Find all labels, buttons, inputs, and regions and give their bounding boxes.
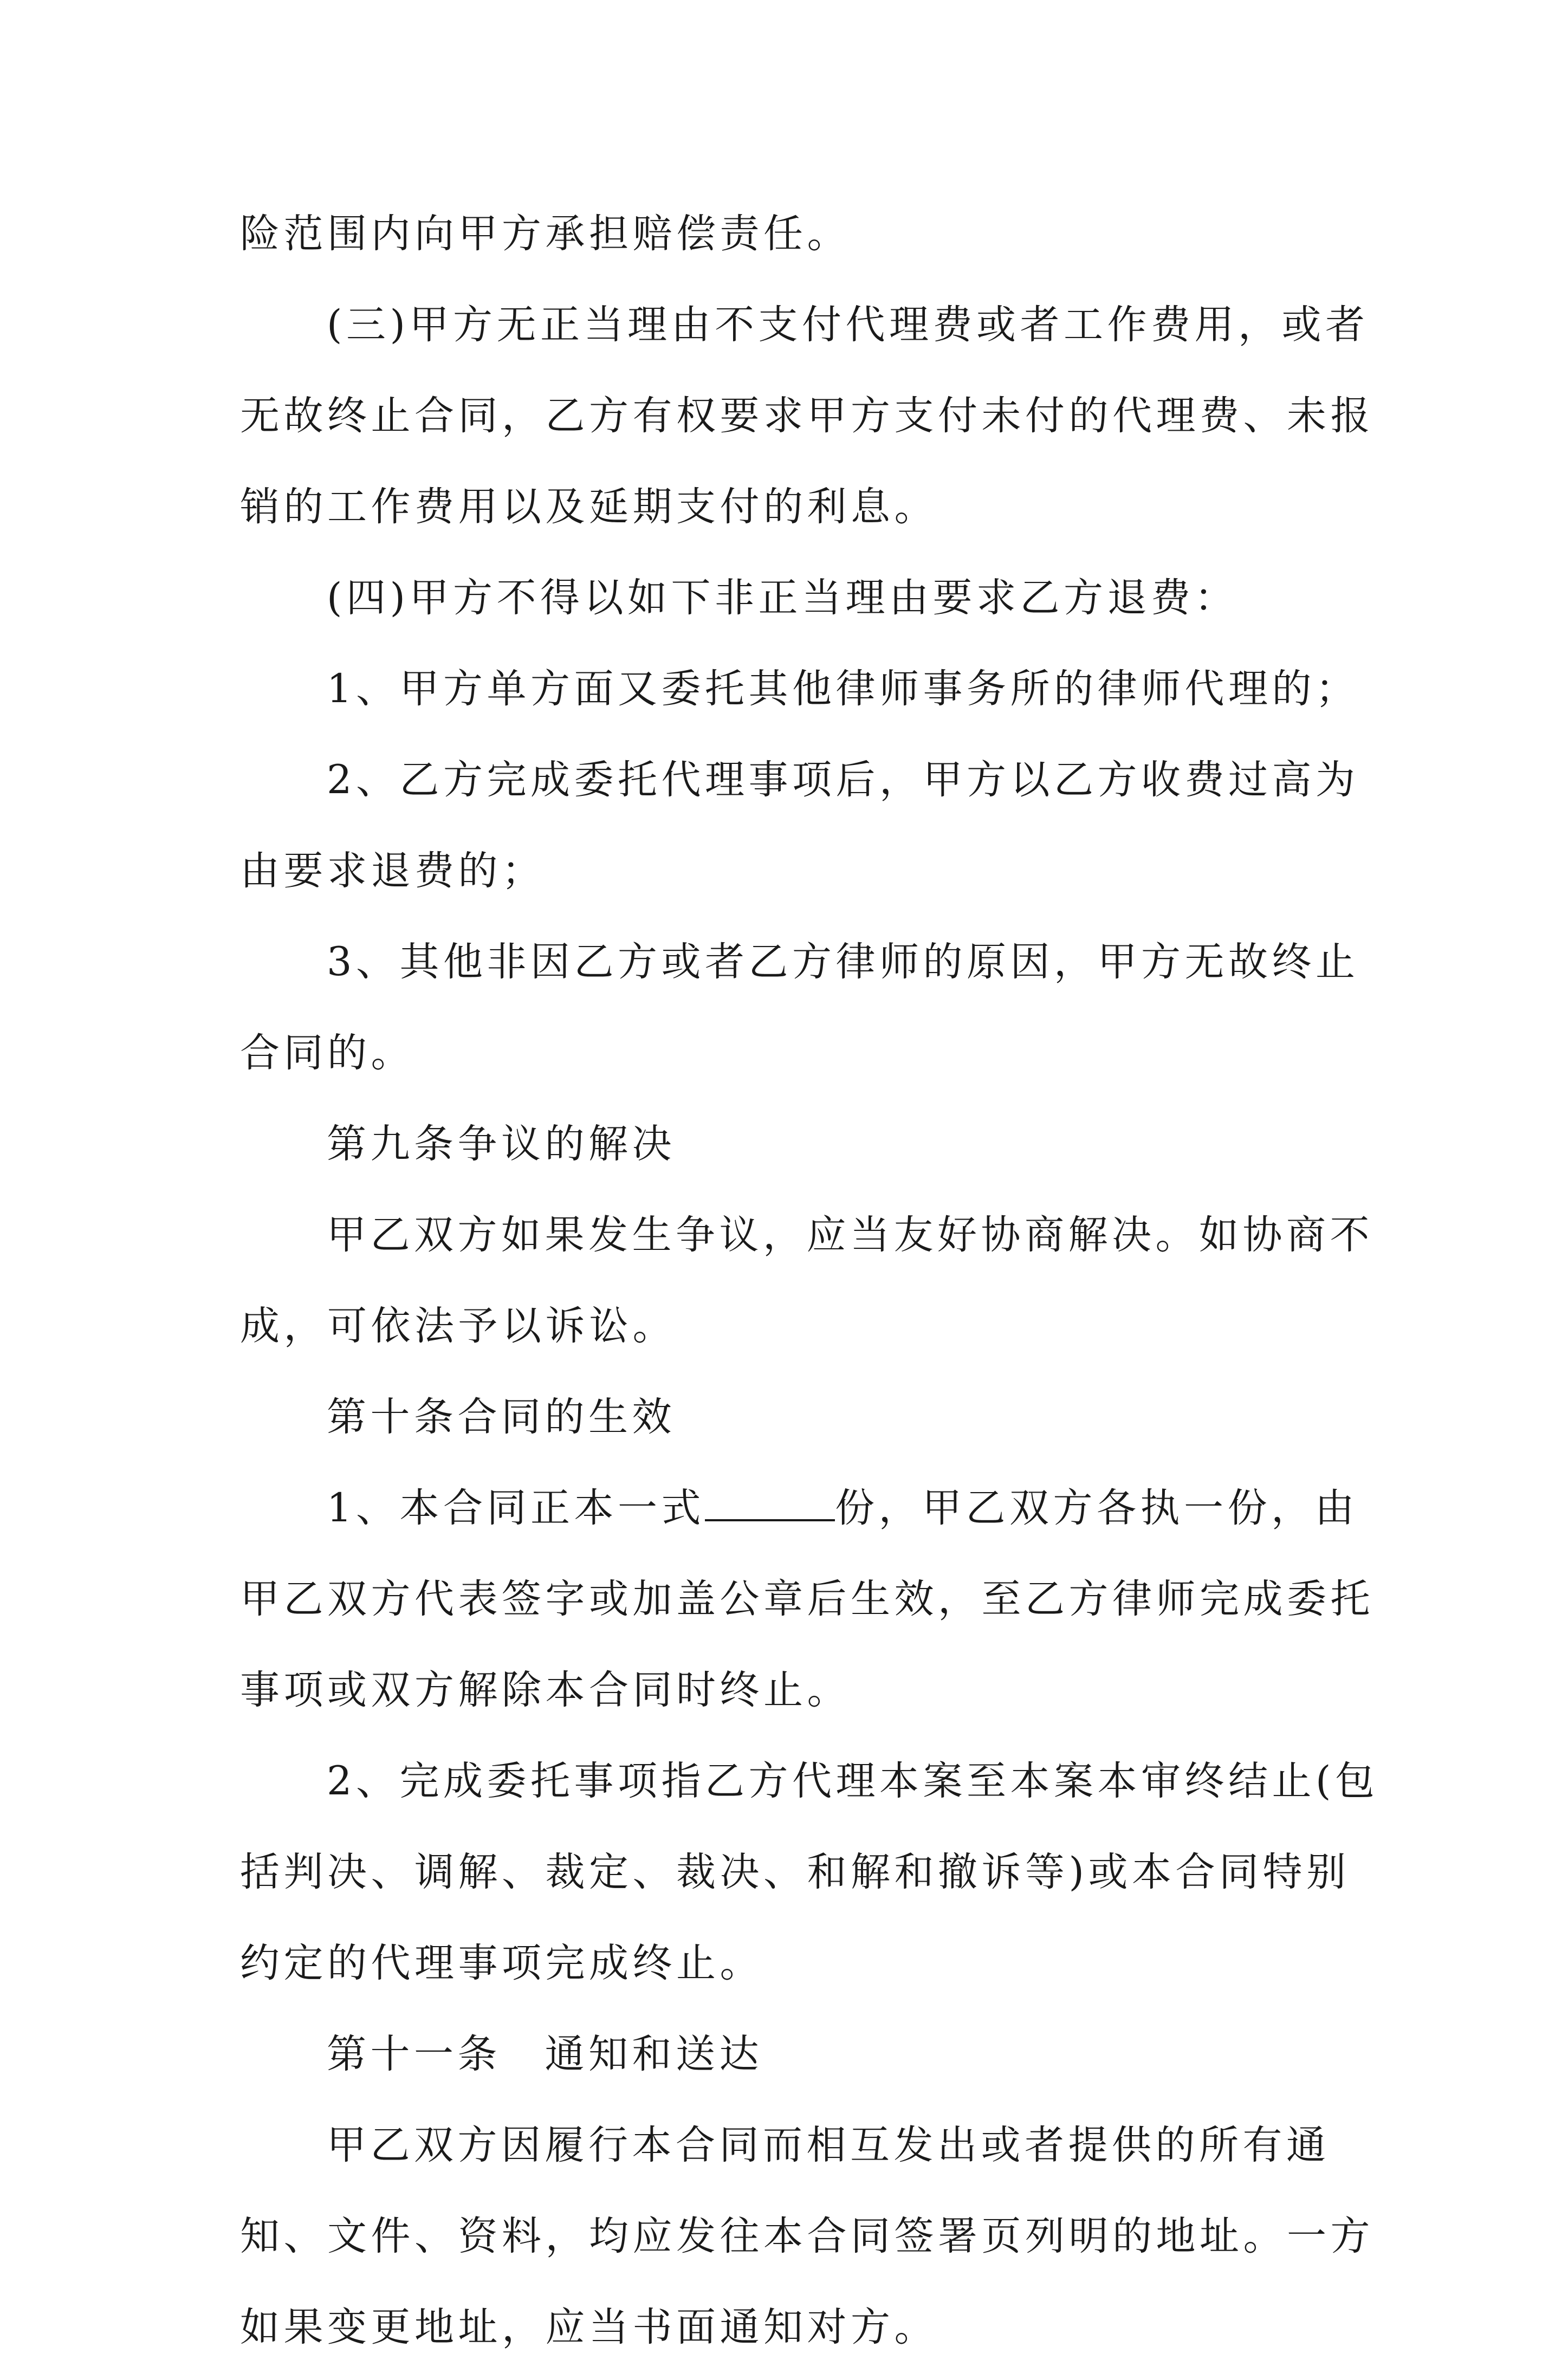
clause-3-text: (三)甲方无正当理由不支付代理费或者工作费用，或者 [327, 302, 1369, 348]
article-10-item-2: 2、完成委托事项指乙方代理本案至本案本审终结止(包 [327, 1758, 1379, 1804]
article-9-heading: 第九条争议的解决 [327, 1121, 676, 1167]
text-line: 险范围内向甲方承担赔偿责任。 [240, 211, 851, 257]
article-10-heading: 第十条合同的生效 [327, 1394, 676, 1440]
text-line: 由要求退费的； [240, 848, 546, 894]
text-line: 合同的。 [240, 1030, 414, 1076]
text-line: 无故终止合同，乙方有权要求甲方支付未付的代理费、未报 [240, 393, 1374, 439]
text-line: 成，可依法予以诉讼。 [240, 1303, 676, 1349]
text-line: 知、文件、资料，均应发往本合同签署页列明的地址。一方 [240, 2213, 1374, 2259]
text-line: 括判决、调解、裁定、裁决、和解和撤诉等)或本合同特别 [240, 1849, 1350, 1895]
copies-blank-field [705, 1487, 835, 1521]
text-line: 甲乙双方代表签字或加盖公章后生效，至乙方律师完成委托 [240, 1576, 1374, 1622]
article-10-item-1 [240, 1463, 1358, 1554]
list-item-3: 3、其他非因乙方或者乙方律师的原因，甲方无故终止 [327, 939, 1359, 985]
clause-4-text: (四)甲方不得以如下非正当理由要求乙方退费： [327, 575, 1238, 621]
copies-text-after: 份，甲乙双方各执一份，由 [834, 1485, 1358, 1531]
article-11-heading: 第十一条 通知和送达 [327, 2031, 763, 2077]
text-line: 如果变更地址，应当书面通知对方。 [240, 2304, 938, 2350]
list-item-2: 2、乙方完成委托代理事项后，甲方以乙方收费过高为 [327, 757, 1359, 803]
text-line: 事项或双方解除本合同时终止。 [240, 1667, 851, 1713]
list-item-1: 1、甲方单方面又委托其他律师事务所的律师代理的； [327, 666, 1359, 712]
text-line: 约定的代理事项完成终止。 [240, 1940, 763, 1986]
text-line: 销的工作费用以及延期支付的利息。 [240, 484, 938, 530]
copies-text-before: 1、本合同正本一式 [327, 1485, 705, 1531]
document-page [240, 189, 1379, 2373]
article-9-text: 甲乙双方如果发生争议，应当友好协商解决。如协商不 [327, 1212, 1373, 1258]
article-11-text: 甲乙双方因履行本合同而相互发出或者提供的所有通 [327, 2122, 1330, 2168]
